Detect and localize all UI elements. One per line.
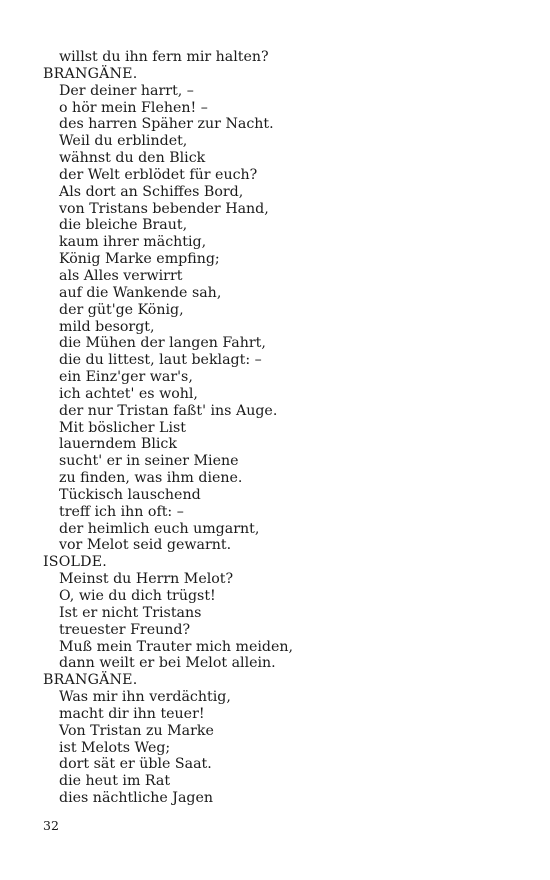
verse-line: der güt'ge König, xyxy=(59,301,184,318)
verse-line: die du littest, laut beklagt: – xyxy=(59,352,262,369)
verse-line: kaum ihrer mächtig, xyxy=(59,234,207,251)
verse-line: Was mir ihn verdächtig, xyxy=(59,689,231,706)
verse-line: ein Einz'ger war's, xyxy=(59,369,193,386)
verse-line: dort sät er üble Saat. xyxy=(59,756,212,773)
verse-line: die Mühen der langen Fahrt, xyxy=(59,335,266,352)
verse-line: von Tristans bebender Hand, xyxy=(59,200,269,217)
verse-line: der Welt erblödet für euch? xyxy=(59,166,258,183)
verse-line: dann weilt er bei Melot allein. xyxy=(59,655,276,672)
verse-line: die bleiche Braut, xyxy=(59,217,188,234)
verse-line: lauerndem Blick xyxy=(59,436,177,453)
verse-line: mild besorgt, xyxy=(59,318,155,335)
verse-line: sucht' er in seiner Miene xyxy=(59,453,239,470)
verse-line: Der deiner harrt, – xyxy=(59,82,194,99)
verse-line: treff ich ihn oft: – xyxy=(59,503,184,520)
verse-line: Als dort an Schiffes Bord, xyxy=(59,183,244,200)
verse-line: Mit böslicher List xyxy=(59,419,186,436)
verse-line: ich achtet' es wohl, xyxy=(59,385,198,402)
verse-line: der nur Tristan faßt' ins Auge. xyxy=(59,402,278,419)
page-number: 32 xyxy=(43,818,59,833)
verse-line: Muß mein Trauter mich meiden, xyxy=(59,638,294,655)
verse-line: Ist er nicht Tristans xyxy=(59,604,202,621)
verse-line: Weil du erblindet, xyxy=(59,133,188,150)
verse-line: Tückisch lauschend xyxy=(59,486,201,503)
verse-line: macht dir ihn teuer! xyxy=(59,705,205,722)
speaker-name: BRANGÄNE. xyxy=(43,65,138,82)
verse-line: der heimlich euch umgarnt, xyxy=(59,520,260,537)
verse-line: des harren Späher zur Nacht. xyxy=(59,116,274,133)
verse-line: König Marke empfing; xyxy=(59,251,220,268)
verse-line: auf die Wankende sah, xyxy=(59,284,222,301)
verse-line: Meinst du Herrn Melot? xyxy=(59,571,234,588)
verse-line: willst du ihn fern mir halten? xyxy=(59,49,269,65)
verse-line: dies nächtliche Jagen xyxy=(59,790,214,807)
verse-line: die heut im Rat xyxy=(59,773,171,790)
verse-line: wähnst du den Blick xyxy=(59,150,206,167)
verse-line: ist Melots Weg; xyxy=(59,739,171,756)
verse-line: o hör mein Flehen! – xyxy=(59,99,208,116)
speaker-name: ISOLDE. xyxy=(43,554,108,571)
verse-line: treuester Freund? xyxy=(59,621,191,638)
verse-line: O, wie du dich trügst! xyxy=(59,588,216,604)
verse-line: zu finden, was ihm diene. xyxy=(59,470,243,487)
verse-text-block xyxy=(43,49,523,807)
verse-line: vor Melot seid gewarnt. xyxy=(59,537,232,554)
verse-line: Von Tristan zu Marke xyxy=(59,722,214,739)
speaker-name: BRANGÄNE. xyxy=(43,672,138,689)
verse-line: als Alles verwirrt xyxy=(59,267,183,284)
